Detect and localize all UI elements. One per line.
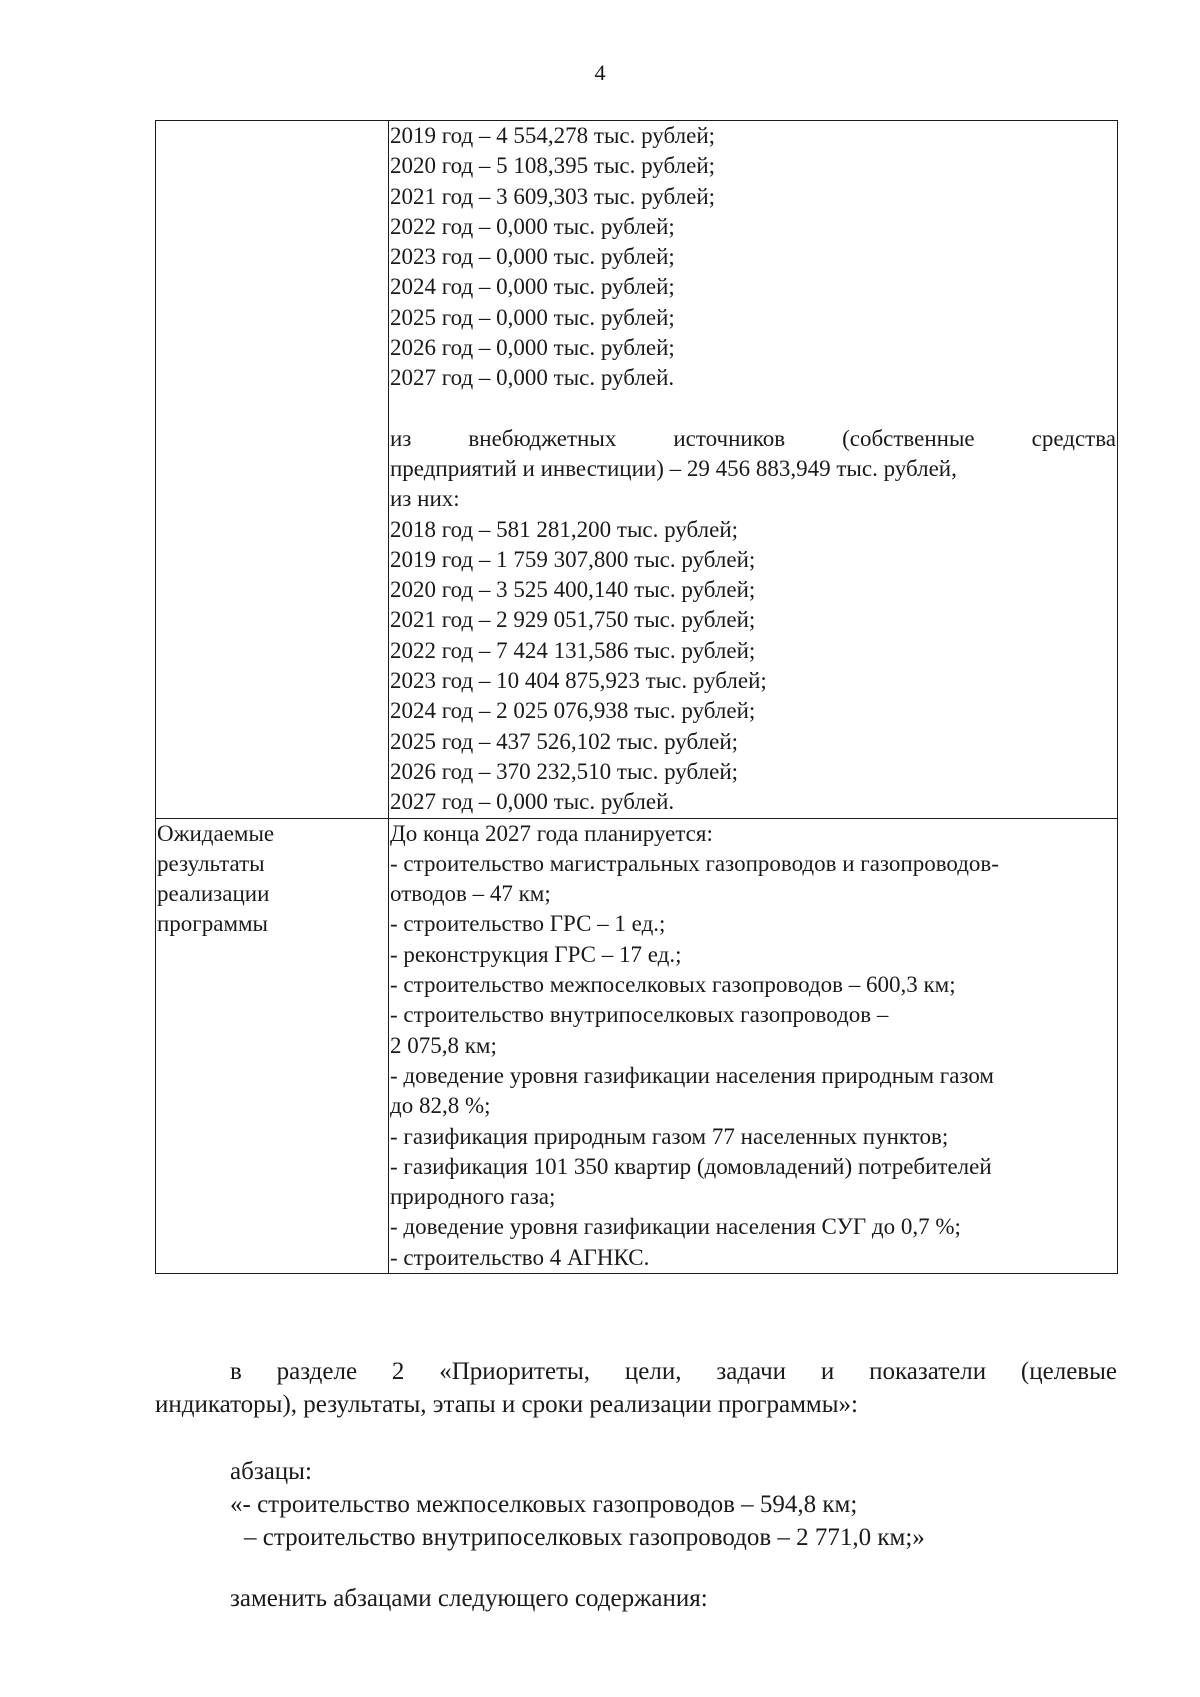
budget-line: 2026 год – 0,000 тыс. рублей; [390,335,675,361]
results-label-cell [156,818,389,1273]
result-line: - строительство ГРС – 1 ед.; [390,911,666,937]
result-line: - строительство межпоселковых газопроводов – 600,3 км; [390,972,956,998]
table-row-funding [156,121,1118,819]
budget-line: 2021 год – 3 609,303 тыс. рублей; [390,183,716,209]
extrabudget-year-line: 2021 год – 2 929 051,750 тыс. рублей; [390,607,756,633]
extrabudget-year-line: 2027 год – 0,000 тыс. рублей. [390,789,675,815]
result-line: 2 075,8 км; [390,1032,497,1058]
budget-line: 2022 год – 0,000 тыс. рублей; [390,213,675,239]
quoted-paragraphs [155,1488,1117,1554]
replace-instruction: заменить абзацами следующего содержания: [230,1585,708,1612]
funding-label-cell [156,121,389,819]
extrabudget-line: предприятий и инвестиции) – 29 456 883,949 тыс. рублей, [390,455,957,481]
quote-line: «- строительство межпоселковых газопроводов – 594,8 км; [230,1491,858,1518]
results-value-cell [389,818,1118,1273]
extrabudget-year-line: 2025 год – 437 526,102 тыс. рублей; [390,728,739,754]
result-line: - газификация природным газом 77 населенных пунктов; [390,1123,949,1149]
program-passport-table [155,120,1118,1274]
table-row-results [156,818,1118,1273]
extrabudget-lines [390,515,1116,818]
funding-value-cell [389,121,1118,819]
results-label [157,819,387,940]
extrabudget-year-line: 2020 год – 3 525 400,140 тыс. рублей; [390,577,756,603]
budget-line: 2024 год – 0,000 тыс. рублей; [390,274,675,300]
budget-line: 2027 год – 0,000 тыс. рублей. [390,365,675,391]
extrabudget-year-line: 2022 год – 7 424 131,586 тыс. рублей; [390,637,756,663]
extrabudget-line: из них: [390,486,460,512]
result-line: - реконструкция ГРС – 17 ед.; [390,941,682,967]
results-lines [390,819,1116,1273]
results-label-line: Ожидаемые [157,820,275,846]
results-label-line: реализации [157,881,270,907]
section-line: индикаторы), результаты, этапы и сроки реализации программы»: [155,1391,858,1418]
result-line: До конца 2027 года планируется: [390,820,713,846]
result-line: - строительство магистральных газопроводов и газопроводов- [390,850,999,876]
extrabudget-year-line: 2019 год – 1 759 307,800 тыс. рублей; [390,546,756,572]
result-line: отводов – 47 км; [390,881,551,907]
result-line: - доведение уровня газификации населения СУГ до 0,7 %; [390,1214,961,1240]
results-label-line: программы [157,911,269,937]
section-paragraph [155,1355,1117,1421]
page-number: 4 [594,60,606,85]
result-line: - доведение уровня газификации населения природным газом [390,1062,994,1088]
abzacy-label: абзацы: [230,1458,312,1485]
extrabudget-year-line: 2023 год – 10 404 875,923 тыс. рублей; [390,668,767,694]
result-line: - строительство внутрипоселковых газопроводов – [390,1002,889,1028]
section-line: в разделе 2 «Приоритеты, цели, задачи и показатели (целевые [230,1358,1117,1385]
extrabudget-year-line: 2024 год – 2 025 076,938 тыс. рублей; [390,698,756,724]
budget-line: 2025 год – 0,000 тыс. рублей; [390,304,675,330]
result-line: до 82,8 %; [390,1093,491,1119]
extrabudget-heading: из внебюджетных источников (собственные средства [390,425,1116,451]
extrabudget-year-line: 2018 год – 581 281,200 тыс. рублей; [390,516,739,542]
budget-line: 2019 год – 4 554,278 тыс. рублей; [390,123,716,148]
budget-lines [390,121,1116,394]
budget-line: 2023 год – 0,000 тыс. рублей; [390,244,675,270]
result-line: - газификация 101 350 квартир (домовладений) потребителей [390,1153,992,1179]
budget-line: 2020 год – 5 108,395 тыс. рублей; [390,153,716,179]
quote-line: – строительство внутрипоселковых газопроводов – 2 771,0 км;» [244,1524,925,1551]
result-line: природного газа; [390,1184,556,1210]
results-label-line: результаты [157,850,265,876]
result-line: - строительство 4 АГНКС. [390,1244,650,1270]
extrabudget-year-line: 2026 год – 370 232,510 тыс. рублей; [390,758,739,784]
